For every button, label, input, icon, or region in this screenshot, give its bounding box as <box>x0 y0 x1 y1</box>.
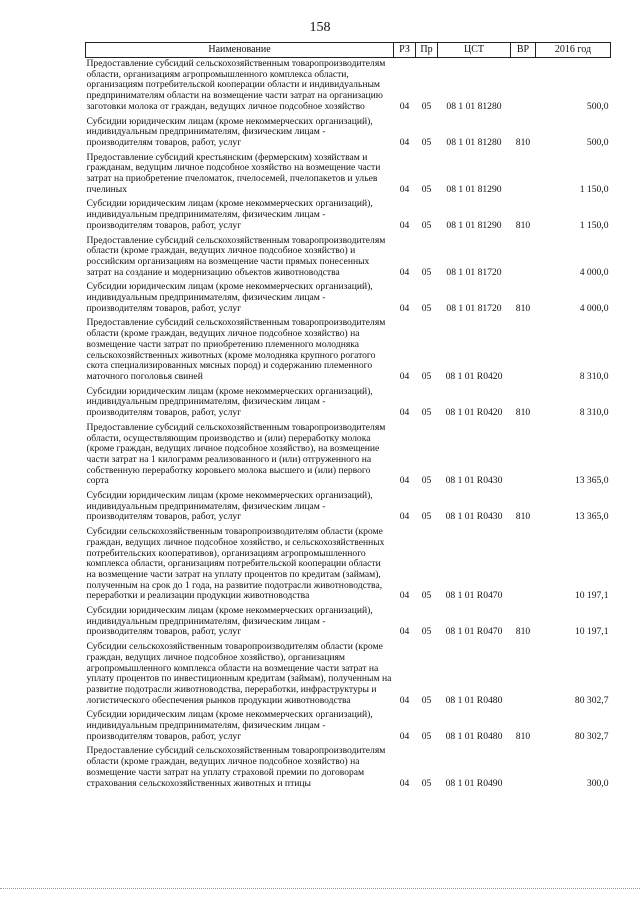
cell-vr: 810 <box>515 626 531 638</box>
cell-cst: 08 1 01 81280 <box>446 100 502 112</box>
table-body <box>86 58 611 793</box>
table-header-row <box>86 43 611 58</box>
cell-rz: 04 <box>399 100 410 112</box>
table-row <box>86 58 611 116</box>
header-pr: Пр <box>416 43 438 58</box>
cell-sum: 500,0 <box>586 100 609 112</box>
cell-cst: 08 1 01 R0470 <box>445 626 503 638</box>
cell-pr: 05 <box>421 136 432 148</box>
cell-sum: 500,0 <box>586 136 609 148</box>
cell-vr <box>511 58 536 116</box>
table-row <box>86 709 611 745</box>
table-row <box>86 317 611 385</box>
cell-rz: 04 <box>399 694 410 706</box>
cell-cst: 08 1 01 R0430 <box>445 475 503 487</box>
cell-name: Предоставление субсидий сельскохозяйственным товаропроизводителям области (кроме граждан, ведущих личное подсобное хозяйство) на возмещение части затрат на уплату страховой премии по договорам страхования сельскохозяйственных животных и птицы <box>86 745 386 789</box>
cell-rz: 04 <box>399 475 410 487</box>
header-year: 2016 год <box>536 43 611 58</box>
cell-rz: 04 <box>399 730 410 742</box>
table-row <box>86 490 611 526</box>
table-row <box>86 235 611 282</box>
cell-cst: 08 1 01 R0480 <box>445 730 503 742</box>
cell-pr: 05 <box>421 100 432 112</box>
page-bottom-rule <box>0 888 640 889</box>
cell-name: Субсидии юридическим лицам (кроме некоммерческих организаций), индивидуальным предпринимателям, физическим лицам - производителям товаров, работ, услуг <box>86 490 373 523</box>
cell-pr: 05 <box>421 777 432 789</box>
cell-name: Предоставление субсидий сельскохозяйственным товаропроизводителям области, организациям агропромышленного комплекса области, организациям потребительской кооперации области и индивидуальным предпринимателям области на возмещение части затрат на организацию заготовки молока от граждан, ведущих личное подсобное хозяйство <box>86 58 386 112</box>
cell-pr: 05 <box>421 475 432 487</box>
cell-pr: 05 <box>421 370 432 382</box>
cell-name: Предоставление субсидий сельскохозяйственным товаропроизводителям области (кроме граждан, ведущих личное подсобное хозяйство) на возмещение части затрат по приобретению племенного молодняка сельскохозяйственных животных (кроме молодняка крупного рогатого скота специализированных мясных пород) и содержанию племенного маточного поголовья свиней <box>86 317 386 382</box>
cell-rz: 04 <box>399 302 410 314</box>
table-row <box>86 386 611 422</box>
cell-rz: 04 <box>399 407 410 419</box>
cell-name: Субсидии юридическим лицам (кроме некоммерческих организаций), индивидуальным предпринимателям, физическим лицам - производителям товаров, работ, услуг <box>86 198 373 231</box>
cell-pr: 05 <box>421 183 432 195</box>
cell-pr: 05 <box>421 730 432 742</box>
cell-vr: 810 <box>515 511 531 523</box>
cell-rz: 04 <box>399 219 410 231</box>
table-row <box>86 281 611 317</box>
cell-name: Субсидии сельскохозяйственным товаропроизводителям области (кроме граждан, ведущих личное подсобное хозяйство, и сельскохозяйственных потребительских кооперативов), организациям агропромышленного комплекса области, организациям потребительской кооперации области на возмещение части затрат на уплату процентов по кредитам (займам), полученным на срок до 1 года, на развитие подотрасли животноводства, переработки и реализации продукции животноводства <box>86 526 385 602</box>
cell-sum: 4 000,0 <box>579 266 609 278</box>
cell-name: Субсидии сельскохозяйственным товаропроизводителям области (кроме граждан, ведущих личное подсобное хозяйство), организациям агропромышленного комплекса области на возмещение части затрат на уплату процентов по инвестиционным кредитам (займам), полученным на развитие подотрасли животноводства, переработки, инфраструктуры и логистического обеспечения рынков продукции животноводства <box>86 641 392 706</box>
cell-cst: 08 1 01 R0430 <box>445 511 503 523</box>
cell-pr: 05 <box>421 590 432 602</box>
cell-sum: 10 197,1 <box>574 626 609 638</box>
cell-cst: 08 1 01 81720 <box>446 302 502 314</box>
cell-cst: 08 1 01 81290 <box>446 183 502 195</box>
cell-sum: 10 197,1 <box>574 590 609 602</box>
cell-pr: 05 <box>421 407 432 419</box>
cell-name: Субсидии юридическим лицам (кроме некоммерческих организаций), индивидуальным предпринимателям, физическим лицам - производителям товаров, работ, услуг <box>86 709 373 742</box>
table-row <box>86 745 611 792</box>
cell-rz: 04 <box>399 370 410 382</box>
header-vr: ВР <box>511 43 536 58</box>
cell-sum: 13 365,0 <box>574 511 609 523</box>
cell-cst: 08 1 01 R0470 <box>445 590 503 602</box>
cell-name: Предоставление субсидий сельскохозяйственным товаропроизводителям области, осуществляющим производство и (или) переработку молока (кроме граждан, ведущих личное подсобное хозяйство), на возмещение части затрат на 1 килограмм реализованного и (или) отгруженного на собственную переработку коровьего молока высшего и (или) первого сорта <box>86 421 386 487</box>
cell-sum: 300,0 <box>586 777 609 789</box>
cell-pr: 05 <box>421 694 432 706</box>
cell-rz: 04 <box>399 511 410 523</box>
cell-sum: 8 310,0 <box>579 407 609 419</box>
cell-sum: 80 302,7 <box>574 730 609 742</box>
cell-name: Субсидии юридическим лицам (кроме некоммерческих организаций), индивидуальным предпринимателям, физическим лицам - производителям товаров, работ, услуг <box>86 385 373 419</box>
budget-table <box>85 42 611 792</box>
cell-name: Предоставление субсидий сельскохозяйственным товаропроизводителям области (кроме граждан, ведущих личное подсобное хозяйство) и российским организациям на возмещение части прямых понесенных затрат на создание и модернизацию объектов животноводства <box>86 234 386 278</box>
cell-rz: 04 <box>399 266 410 278</box>
page-number: 158 <box>309 20 331 35</box>
header-rz: РЗ <box>394 43 416 58</box>
cell-vr: 810 <box>515 219 531 231</box>
cell-rz: 04 <box>399 777 410 789</box>
cell-rz: 04 <box>399 183 410 195</box>
cell-pr: 05 <box>421 511 432 523</box>
cell-vr <box>511 152 536 199</box>
cell-pr: 05 <box>421 266 432 278</box>
cell-vr <box>511 422 536 490</box>
table-row <box>86 422 611 490</box>
cell-pr: 05 <box>421 219 432 231</box>
cell-vr <box>511 317 536 385</box>
cell-name: Предоставление субсидий крестьянским (фермерским) хозяйствам и гражданам, ведущим личное подсобное хозяйство на возмещение части затрат на приобретение пчеломаток, пчелосемей, пчелопакетов и ульев пчелиных <box>86 151 381 195</box>
table-row <box>86 198 611 234</box>
cell-rz: 04 <box>399 136 410 148</box>
cell-cst: 08 1 01 81280 <box>446 136 502 148</box>
cell-sum: 13 365,0 <box>574 475 609 487</box>
cell-cst: 08 1 01 R0480 <box>445 694 503 706</box>
cell-cst: 08 1 01 R0420 <box>445 407 503 419</box>
cell-rz: 04 <box>399 590 410 602</box>
cell-vr <box>511 235 536 282</box>
cell-pr: 05 <box>421 626 432 638</box>
header-cst: ЦСТ <box>438 43 511 58</box>
table-row <box>86 152 611 199</box>
table-row <box>86 605 611 641</box>
cell-vr: 810 <box>515 302 531 314</box>
cell-cst: 08 1 01 81290 <box>446 219 502 231</box>
cell-vr: 810 <box>515 407 531 419</box>
cell-sum: 1 150,0 <box>579 183 609 195</box>
cell-sum: 8 310,0 <box>579 370 609 382</box>
cell-name: Субсидии юридическим лицам (кроме некоммерческих организаций), индивидуальным предпринимателям, физическим лицам - производителям товаров, работ, услуг <box>86 605 373 638</box>
cell-cst: 08 1 01 R0420 <box>445 370 503 382</box>
cell-rz: 04 <box>399 626 410 638</box>
cell-sum: 4 000,0 <box>579 302 609 314</box>
cell-pr: 05 <box>421 302 432 314</box>
cell-sum: 80 302,7 <box>574 694 609 706</box>
cell-vr: 810 <box>515 136 531 148</box>
cell-vr <box>511 745 536 792</box>
table-row <box>86 526 611 605</box>
cell-vr: 810 <box>515 730 531 742</box>
cell-name: Субсидии юридическим лицам (кроме некоммерческих организаций), индивидуальным предпринимателям, физическим лицам - производителям товаров, работ, услуг <box>86 115 373 148</box>
cell-sum: 1 150,0 <box>579 219 609 231</box>
cell-cst: 08 1 01 R0490 <box>445 777 503 789</box>
cell-name: Субсидии юридическим лицам (кроме некоммерческих организаций), индивидуальным предпринимателям, физическим лицам - производителям товаров, работ, услуг <box>86 281 373 314</box>
table-row <box>86 641 611 709</box>
cell-cst: 08 1 01 81720 <box>446 266 502 278</box>
cell-vr <box>511 641 536 709</box>
table-row <box>86 116 611 152</box>
header-name: Наименование <box>86 43 394 58</box>
cell-vr <box>511 526 536 605</box>
